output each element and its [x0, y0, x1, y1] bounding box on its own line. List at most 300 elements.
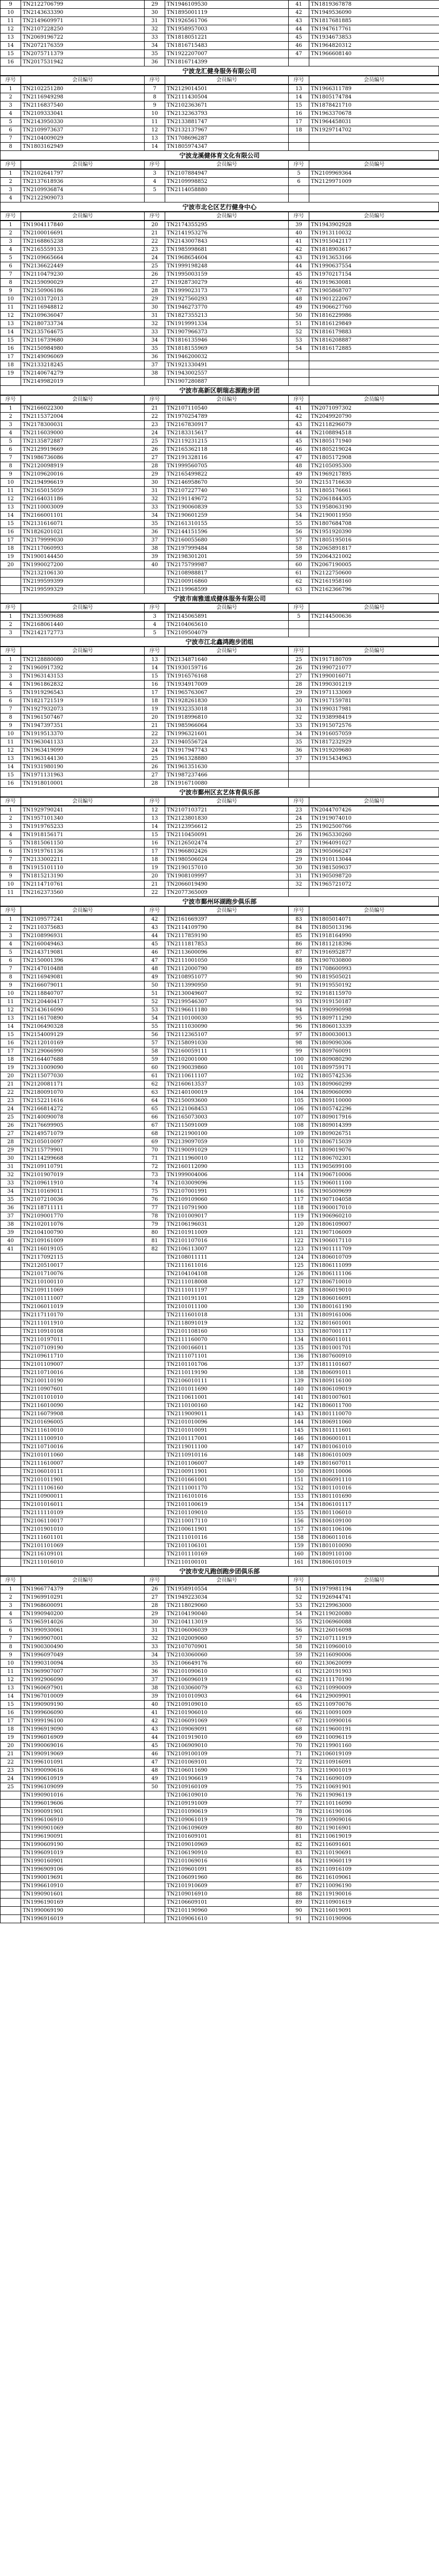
- member-id-cell: TN1964458031: [309, 118, 439, 126]
- seq-cell: 154: [289, 1501, 309, 1509]
- seq-cell: [1, 1311, 21, 1319]
- seq-cell: 58: [289, 545, 309, 553]
- member-id-cell: TN1963370678: [309, 110, 439, 118]
- seq-header: 序号: [1, 396, 21, 404]
- seq-cell: [1, 1542, 21, 1550]
- seq-cell: 86: [289, 940, 309, 948]
- member-id-cell: TN2145065891: [165, 613, 289, 621]
- table-row: [1, 9, 439, 17]
- member-id-cell: TN1990160901: [21, 1857, 145, 1866]
- seq-cell: 28: [289, 681, 309, 689]
- member-id-cell: TN2110100160: [165, 1402, 289, 1410]
- member-id-cell: TN1806101009: [309, 1451, 439, 1460]
- seq-cell: 77: [145, 1204, 165, 1212]
- seq-cell: 34: [1, 1188, 21, 1196]
- table-row: [1, 1866, 439, 1874]
- seq-cell: [289, 143, 309, 151]
- table-row: [1, 1684, 439, 1692]
- seq-cell: 4: [1, 429, 21, 437]
- member-id-cell: TN1927560293: [165, 295, 289, 303]
- seq-cell: 62: [289, 1676, 309, 1684]
- member-id-cell: TN2102363671: [165, 101, 289, 110]
- member-id-cell: TN2110910108: [21, 1328, 145, 1336]
- club-section: [0, 66, 439, 151]
- member-id-cell: TN1996019606: [21, 1800, 145, 1808]
- seq-cell: 27: [145, 454, 165, 462]
- table-row: [1, 536, 439, 545]
- member-id-cell: TN2109969364: [309, 170, 439, 178]
- seq-cell: 32: [1, 1171, 21, 1179]
- table-row: [1, 170, 439, 178]
- seq-cell: 39: [145, 1692, 165, 1701]
- seq-cell: 48: [145, 1767, 165, 1775]
- member-id-cell: TN2107070901: [165, 1643, 289, 1651]
- seq-cell: 78: [145, 1212, 165, 1221]
- member-id-cell: TN2111110109: [21, 1509, 145, 1517]
- member-id-header: 会员编号: [309, 396, 439, 404]
- member-id-cell: TN1907106009: [309, 1229, 439, 1237]
- member-id-cell: TN2151716630: [309, 479, 439, 487]
- seq-header: 序号: [289, 396, 309, 404]
- seq-cell: 110: [289, 1138, 309, 1146]
- member-id-cell: TN2110916109: [309, 1866, 439, 1874]
- seq-cell: 74: [145, 1179, 165, 1188]
- member-id-cell: TN1809060299: [309, 1080, 439, 1089]
- member-id-cell: TN2103172013: [21, 295, 145, 303]
- member-id-cell: TN1801601001: [309, 1319, 439, 1328]
- seq-cell: [145, 1278, 165, 1286]
- seq-cell: [1, 1427, 21, 1435]
- member-id-cell: TN2100110190: [21, 1377, 145, 1385]
- seq-cell: 29: [145, 470, 165, 479]
- member-id-cell: TN1918115970: [309, 990, 439, 998]
- member-id-cell: TN2110169011: [21, 1188, 145, 1196]
- member-id-cell: TN2111601018: [165, 1311, 289, 1319]
- seq-cell: 49: [289, 470, 309, 479]
- member-id-cell: TN2123956612: [165, 823, 289, 831]
- seq-cell: 120: [289, 1221, 309, 1229]
- table-row: [1, 1659, 439, 1668]
- member-id-cell: TN1919074010: [309, 815, 439, 823]
- seq-cell: 15: [1, 336, 21, 345]
- seq-cell: [1, 1890, 21, 1899]
- seq-cell: 46: [145, 1750, 165, 1758]
- member-id-header: 会员编号: [165, 396, 289, 404]
- member-id-cell: TN2108988817: [165, 569, 289, 578]
- seq-cell: [1, 1410, 21, 1418]
- seq-cell: 2: [1, 178, 21, 186]
- member-id-cell: TN2115372004: [21, 413, 145, 421]
- member-id-header: 会员编号: [165, 212, 289, 221]
- member-id-cell: TN2109061610: [165, 1915, 289, 1923]
- member-id-cell: TN1996190091: [21, 1833, 145, 1841]
- seq-cell: 39: [1, 1229, 21, 1237]
- member-id-cell: TN1915434963: [309, 755, 439, 763]
- table-row: [1, 1212, 439, 1221]
- member-id-cell: TN2166079011: [21, 981, 145, 990]
- header-row: [1, 647, 439, 655]
- member-id-cell: TN2105010097: [21, 1138, 145, 1146]
- table-row: [1, 1692, 439, 1701]
- seq-cell: 67: [289, 1717, 309, 1725]
- seq-cell: 94: [289, 1006, 309, 1014]
- seq-cell: 82: [289, 1841, 309, 1849]
- member-id-cell: TN2114299668: [21, 1155, 145, 1163]
- seq-cell: [145, 1484, 165, 1493]
- member-table: [0, 806, 439, 897]
- member-table: [0, 169, 439, 202]
- member-id-cell: TN1999198248: [165, 262, 289, 270]
- member-id-cell: TN1996916019: [21, 1915, 145, 1923]
- table-row: [1, 1668, 439, 1676]
- member-id-cell: TN1927932073: [21, 705, 145, 714]
- member-id-cell: TN2117092115: [21, 1253, 145, 1262]
- seq-cell: 150: [289, 1468, 309, 1476]
- table-row: [1, 17, 439, 25]
- member-id-cell: TN2161669397: [165, 916, 289, 924]
- seq-header: 序号: [1, 647, 21, 655]
- seq-cell: 140: [289, 1385, 309, 1394]
- table-row: [1, 1585, 439, 1594]
- table-row: [1, 378, 439, 386]
- member-id-cell: TN1961328880: [165, 755, 289, 763]
- member-id-cell: TN2109110791: [21, 1163, 145, 1171]
- seq-cell: 80: [145, 1229, 165, 1237]
- table-row: [1, 1758, 439, 1767]
- seq-cell: 26: [289, 831, 309, 839]
- member-id-cell: TN1817681885: [309, 17, 439, 25]
- seq-cell: 87: [289, 948, 309, 957]
- table-row: [1, 1501, 439, 1509]
- seq-cell: [1, 1369, 21, 1377]
- member-id-cell: TN2132106130: [21, 569, 145, 578]
- member-id-cell: TN2119020080: [309, 1610, 439, 1618]
- seq-cell: 28: [145, 779, 165, 788]
- seq-cell: 50: [289, 479, 309, 487]
- seq-cell: 18: [145, 856, 165, 864]
- seq-cell: [1, 1253, 21, 1262]
- seq-cell: [1, 569, 21, 578]
- table-row: [1, 779, 439, 788]
- seq-cell: [145, 1558, 165, 1567]
- member-id-cell: TN1960697901: [21, 1684, 145, 1692]
- member-id-cell: TN2197999484: [165, 545, 289, 553]
- seq-cell: 35: [145, 50, 165, 58]
- member-id-cell: TN2114710761: [21, 880, 145, 889]
- member-id-cell: TN1922207007: [165, 50, 289, 58]
- seq-cell: 4: [1, 110, 21, 118]
- member-id-cell: TN2109998852: [165, 178, 289, 186]
- member-id-cell: TN1946200032: [165, 353, 289, 361]
- table-row: [1, 93, 439, 101]
- seq-cell: 43: [145, 1725, 165, 1734]
- table-row: [1, 1676, 439, 1684]
- table-row: [1, 1750, 439, 1758]
- member-id-cell: TN1708600993: [309, 965, 439, 973]
- member-id-cell: TN2101109010: [165, 1509, 289, 1517]
- member-id-cell: TN2119231215: [165, 437, 289, 446]
- seq-cell: 33: [289, 722, 309, 730]
- seq-cell: 129: [289, 1295, 309, 1303]
- seq-cell: 2: [1, 924, 21, 932]
- table-row: [1, 1080, 439, 1089]
- seq-cell: 58: [145, 1047, 165, 1056]
- seq-cell: 7: [145, 85, 165, 93]
- member-id-cell: TN2107227740: [165, 487, 289, 495]
- seq-cell: 49: [289, 303, 309, 312]
- seq-cell: 35: [145, 345, 165, 353]
- member-id-cell: TN1915042117: [309, 238, 439, 246]
- member-id-cell: TN1928261830: [165, 697, 289, 705]
- table-row: [1, 613, 439, 621]
- member-id-cell: TN2164031186: [21, 495, 145, 503]
- seq-cell: 38: [145, 369, 165, 378]
- table-row: [1, 806, 439, 815]
- member-id-cell: TN2110791900: [165, 1204, 289, 1212]
- seq-cell: 122: [289, 1237, 309, 1245]
- seq-cell: 131: [289, 1311, 309, 1319]
- seq-cell: 42: [289, 246, 309, 254]
- club-title: 宁波市北仑区艺行健身中心: [0, 202, 439, 212]
- seq-cell: 60: [289, 561, 309, 569]
- table-row: [1, 85, 439, 93]
- member-id-cell: TN2106019109: [309, 1750, 439, 1758]
- seq-cell: 25: [145, 755, 165, 763]
- member-id-cell: TN1919991334: [165, 320, 289, 328]
- seq-cell: 2: [1, 93, 21, 101]
- member-id-cell: TN2183315617: [165, 429, 289, 437]
- seq-cell: 22: [145, 889, 165, 897]
- member-id-cell: TN2123801830: [165, 815, 289, 823]
- member-id-cell: TN2110116090: [309, 1800, 439, 1808]
- seq-cell: 13: [145, 815, 165, 823]
- member-id-cell: TN2101108160: [165, 1328, 289, 1336]
- member-id-cell: TN2066019490: [165, 880, 289, 889]
- member-id-cell: TN1818155969: [165, 345, 289, 353]
- member-id-cell: TN2111610010: [21, 1427, 145, 1435]
- member-id-cell: TN2110910116: [165, 1451, 289, 1460]
- seq-cell: 25: [1, 1783, 21, 1791]
- seq-cell: 148: [289, 1451, 309, 1460]
- seq-cell: 11: [1, 487, 21, 495]
- member-id-cell: TN1992906090: [21, 1676, 145, 1684]
- member-id-cell: TN1981509037: [309, 864, 439, 872]
- seq-cell: 42: [145, 916, 165, 924]
- seq-cell: 12: [1, 1006, 21, 1014]
- seq-cell: 44: [289, 262, 309, 270]
- member-id-cell: TN1921330491: [165, 361, 289, 369]
- member-id-cell: TN2106006039: [165, 1626, 289, 1635]
- seq-cell: 21: [145, 404, 165, 413]
- seq-cell: 98: [289, 1039, 309, 1047]
- member-id-cell: TN1990901016: [21, 1791, 145, 1800]
- member-id-cell: TN2199599399: [21, 578, 145, 586]
- table-row: [1, 134, 439, 143]
- member-id-cell: TN2110611001: [165, 1394, 289, 1402]
- seq-cell: 83: [289, 1849, 309, 1857]
- member-id-cell: TN2112365107: [165, 1031, 289, 1039]
- seq-cell: 38: [145, 1684, 165, 1692]
- table-row: [1, 1319, 439, 1328]
- member-id-cell: TN2150093600: [165, 1097, 289, 1105]
- table-row: [1, 1336, 439, 1344]
- table-row: [1, 1775, 439, 1783]
- member-id-cell: TN1985998681: [165, 246, 289, 254]
- member-id-cell: TN2106490328: [21, 1023, 145, 1031]
- header-row: [1, 798, 439, 806]
- seq-header: 序号: [289, 907, 309, 915]
- member-id-cell: TN2116949081: [21, 973, 145, 981]
- seq-cell: 8: [1, 1643, 21, 1651]
- seq-cell: 14: [145, 664, 165, 672]
- member-id-cell: TN1805174784: [309, 93, 439, 101]
- member-id-cell: TN2140100019: [165, 1089, 289, 1097]
- member-id-cell: TN1817232929: [309, 738, 439, 747]
- member-id-cell: TN1966774379: [21, 1585, 145, 1594]
- member-id-cell: TN1969910291: [21, 1594, 145, 1602]
- member-id-cell: TN2110003009: [21, 503, 145, 512]
- seq-cell: 90: [289, 973, 309, 981]
- member-id-cell: TN2101906619: [165, 1775, 289, 1783]
- member-id-header: 会员编号: [21, 907, 145, 915]
- seq-cell: 28: [145, 1602, 165, 1610]
- member-id-cell: [309, 763, 439, 771]
- member-id-cell: TN1996016909: [21, 1734, 145, 1742]
- seq-header: 序号: [145, 1577, 165, 1585]
- table-row: [1, 973, 439, 981]
- seq-cell: 79: [289, 1816, 309, 1824]
- seq-cell: 5: [289, 613, 309, 621]
- member-id-cell: TN2104065610: [165, 621, 289, 629]
- seq-cell: 128: [289, 1286, 309, 1295]
- seq-cell: 51: [289, 320, 309, 328]
- member-id-cell: TN2134871640: [165, 656, 289, 664]
- seq-cell: 73: [145, 1171, 165, 1179]
- seq-cell: 5: [1, 254, 21, 262]
- member-id-header: 会员编号: [165, 907, 289, 915]
- member-id-cell: TN2149571079: [21, 1130, 145, 1138]
- seq-cell: 10: [1, 9, 21, 17]
- seq-cell: 49: [145, 973, 165, 981]
- seq-cell: 76: [289, 1791, 309, 1800]
- table-row: [1, 586, 439, 594]
- member-id-cell: TN1934917009: [165, 681, 289, 689]
- seq-cell: [145, 1295, 165, 1303]
- member-id-cell: [309, 629, 439, 637]
- seq-cell: 4: [145, 178, 165, 186]
- seq-cell: 34: [145, 336, 165, 345]
- member-id-cell: TN1806010709: [309, 1253, 439, 1262]
- member-id-cell: TN1987237466: [165, 771, 289, 779]
- seq-cell: 10: [1, 730, 21, 738]
- member-id-cell: TN2116837540: [21, 101, 145, 110]
- member-id-cell: TN2113990950: [165, 981, 289, 990]
- member-id-cell: TN1805742296: [309, 1105, 439, 1113]
- seq-cell: 19: [145, 864, 165, 872]
- member-id-cell: TN2143633390: [21, 9, 145, 17]
- seq-cell: 20: [145, 872, 165, 880]
- seq-cell: 18: [145, 697, 165, 705]
- member-id-cell: TN2101090610: [165, 1668, 289, 1676]
- member-id-cell: TN2104190040: [165, 1610, 289, 1618]
- seq-cell: 3: [145, 613, 165, 621]
- member-id-cell: TN1905066247: [309, 848, 439, 856]
- member-id-cell: TN2106113007: [165, 1245, 289, 1253]
- seq-cell: 23: [1, 1767, 21, 1775]
- seq-cell: 12: [1, 1676, 21, 1684]
- seq-cell: 26: [145, 270, 165, 279]
- member-id-cell: TN1805742536: [309, 1072, 439, 1080]
- member-id-cell: TN1990317981: [309, 705, 439, 714]
- table-row: [1, 1122, 439, 1130]
- header-row: [1, 604, 439, 612]
- member-id-cell: TN2100911901: [165, 1468, 289, 1476]
- member-id-cell: TN1905868707: [309, 287, 439, 295]
- member-id-cell: TN1806091011: [309, 1369, 439, 1377]
- member-id-cell: TN1990990998: [309, 1006, 439, 1014]
- seq-cell: 45: [289, 270, 309, 279]
- member-id-cell: TN2110017110: [165, 1517, 289, 1526]
- member-id-cell: TN2101907019: [21, 1171, 145, 1179]
- seq-cell: 134: [289, 1336, 309, 1344]
- member-id-cell: TN2109061019: [165, 1816, 289, 1824]
- seq-cell: 12: [1, 747, 21, 755]
- seq-cell: 76: [145, 1196, 165, 1204]
- seq-cell: 4: [1, 194, 21, 202]
- seq-cell: 3: [1, 238, 21, 246]
- seq-cell: 44: [145, 1734, 165, 1742]
- seq-cell: 16: [145, 681, 165, 689]
- member-id-header: 会员编号: [21, 604, 145, 612]
- member-id-cell: TN2110091009: [309, 1709, 439, 1717]
- seq-cell: 159: [289, 1542, 309, 1550]
- member-id-cell: TN2106609101: [165, 1899, 289, 1907]
- seq-cell: 40: [289, 229, 309, 238]
- seq-cell: [145, 1493, 165, 1501]
- member-id-cell: TN2101110169: [165, 1550, 289, 1558]
- seq-cell: 2: [1, 621, 21, 629]
- seq-cell: [145, 1808, 165, 1816]
- seq-cell: 16: [289, 110, 309, 118]
- seq-cell: 104: [289, 1089, 309, 1097]
- seq-cell: 21: [1, 1080, 21, 1089]
- member-id-cell: TN2110691901: [309, 1783, 439, 1791]
- member-id-cell: TN1910113044: [309, 856, 439, 864]
- seq-cell: 24: [1, 1105, 21, 1113]
- member-id-cell: TN1806091110: [309, 1476, 439, 1484]
- member-id-cell: TN1996321601: [165, 730, 289, 738]
- seq-cell: 9: [1, 1651, 21, 1659]
- member-id-cell: TN2122706799: [21, 1, 145, 9]
- header-row: [1, 161, 439, 169]
- seq-cell: 71: [289, 1750, 309, 1758]
- member-id-cell: TN2129014501: [165, 85, 289, 93]
- member-id-cell: TN2122750600: [309, 569, 439, 578]
- member-id-cell: TN2191149672: [165, 495, 289, 503]
- seq-cell: 51: [289, 487, 309, 495]
- member-id-cell: TN2194996619: [21, 479, 145, 487]
- seq-cell: 152: [289, 1484, 309, 1493]
- seq-cell: [1, 1816, 21, 1824]
- seq-cell: [145, 194, 165, 202]
- seq-cell: 145: [289, 1427, 309, 1435]
- seq-cell: [289, 58, 309, 66]
- seq-cell: 43: [289, 421, 309, 429]
- seq-cell: 75: [145, 1188, 165, 1196]
- table-row: [1, 880, 439, 889]
- seq-cell: [1, 1476, 21, 1484]
- member-id-cell: TN2110970076: [309, 1701, 439, 1709]
